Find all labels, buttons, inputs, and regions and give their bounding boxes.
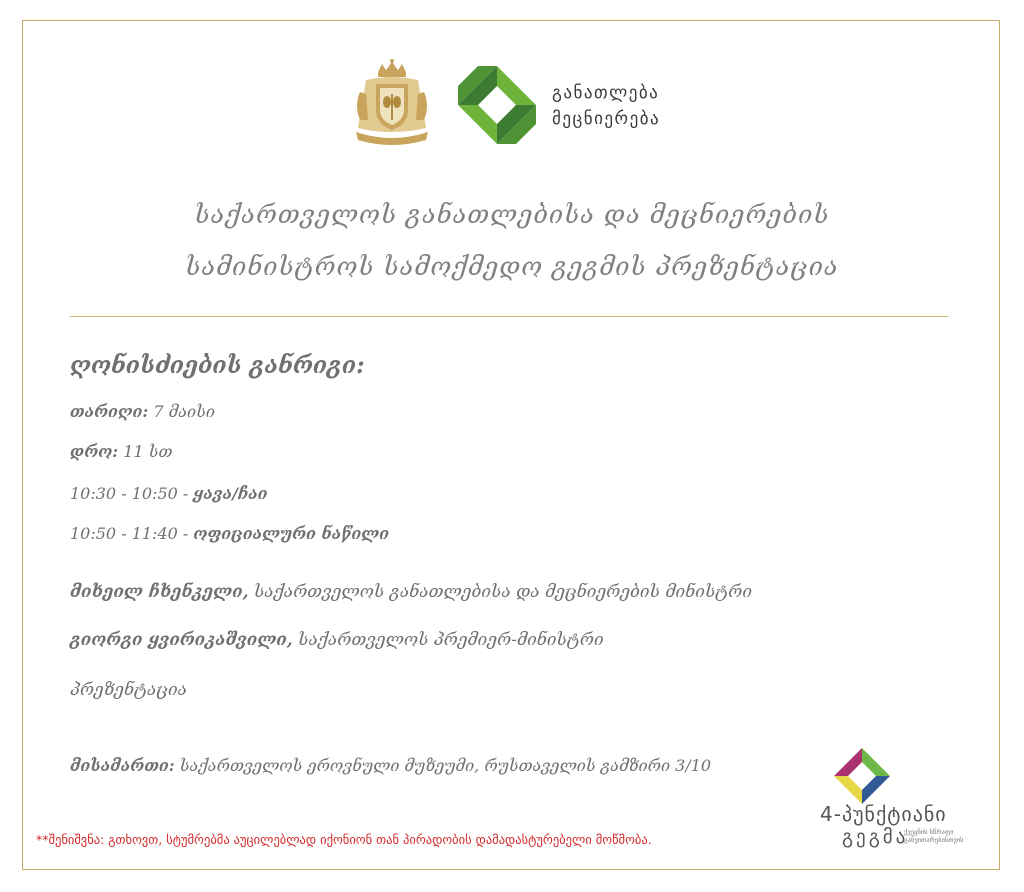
date-row [70, 402, 215, 421]
slot2-time: 10:50 - 11:40 - [70, 524, 189, 543]
schedule-slot-2 [70, 524, 389, 543]
four-point-plan-logo [820, 746, 990, 856]
speaker-1 [70, 582, 752, 602]
plan-subtitle: ქვეყნის სწრაფი განვითარებისთვის [904, 828, 964, 844]
ministry-logo-icon [458, 66, 536, 144]
plan-word: გეგმა [842, 826, 909, 848]
ministry-name [552, 80, 660, 132]
date-value: 7 მაისი [153, 402, 215, 421]
speaker-1-role: საქართველოს განათლებისა და მეცნიერების მინისტრი [253, 582, 752, 602]
ministry-name-line1: განათლება [552, 83, 660, 103]
slot1-time: 10:30 - 10:50 - [70, 484, 189, 503]
time-label: დრო: [70, 442, 119, 461]
date-label: თარიღი: [70, 402, 149, 421]
footnote: **შენიშვნა: გთხოვთ, სტუმრებმა აუცილებლად იქონიონ თან პირადობის დამადასტურებელი მოწმობა. [36, 832, 652, 847]
address-label: მისამართი: [70, 756, 175, 775]
schedule-slot-1 [70, 484, 268, 503]
time-value: 11 სთ [123, 442, 173, 461]
plan-number: 4-პუნქტიანი [820, 802, 947, 826]
speaker-2 [70, 630, 604, 650]
slot1-label: ყავა/ჩაი [193, 484, 268, 503]
georgian-crest-icon [346, 58, 438, 150]
four-point-plan-icon [832, 746, 892, 806]
speaker-2-role: საქართველოს პრემიერ-მინისტრი [298, 630, 604, 650]
address-row [70, 756, 711, 775]
presentation-line: პრეზენტაცია [70, 680, 188, 700]
speaker-2-name: გიორგი ყვირიკაშვილი, [70, 630, 293, 650]
address-value: საქართველოს ეროვნული მუზეუმი, რუსთაველის გამზირი 3/10 [179, 756, 712, 775]
divider [70, 316, 948, 317]
slot2-label: ოფიციალური ნაწილი [193, 524, 390, 543]
speaker-1-name: მიხეილ ჩხენკელი, [70, 582, 249, 602]
ministry-name-line2: მეცნიერება [552, 109, 661, 129]
time-row [70, 442, 172, 461]
title-line-1: საქართველოს განათლებისა და მეცნიერების [194, 200, 830, 229]
title-line-2: სამინისტროს სამოქმედო გეგმის პრეზენტაცია [185, 252, 839, 281]
agenda-heading: ღონისძიების განრიგი: [70, 352, 365, 379]
